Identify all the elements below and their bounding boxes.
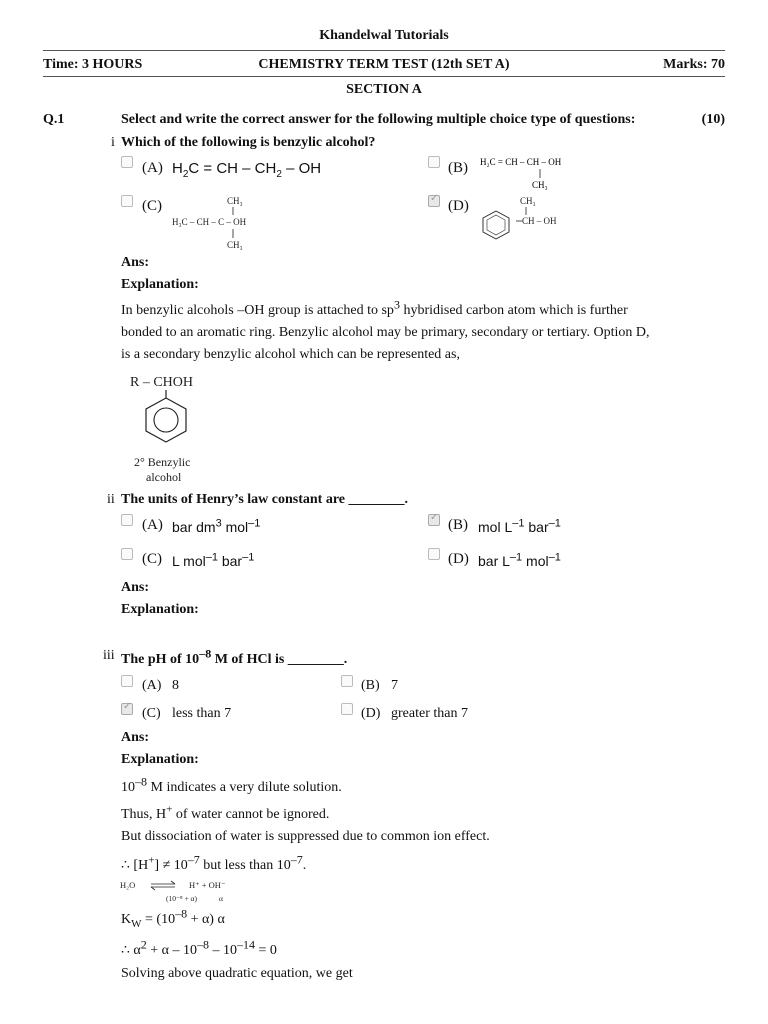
option-d-key: (D): [361, 706, 381, 721]
svg-text:H⁺ + OH⁻: H⁺ + OH⁻: [189, 880, 226, 890]
answer-label: Ans:: [121, 255, 150, 270]
option-c-key: (C): [142, 706, 161, 721]
option-c-structure: [170, 194, 270, 252]
option-b-structure: [478, 154, 588, 192]
explanation-line-4: ∴ $[H^+] \ne 10^{-7}$ but less than $10^{-7}$.: [121, 852, 307, 873]
option-c-key: (C): [142, 198, 162, 214]
explanation-text: [121, 297, 721, 366]
option-d-text: greater than 7: [391, 706, 468, 721]
option-b-text: 7: [391, 678, 398, 693]
option-c-key: (C): [142, 551, 162, 567]
answer-label: Ans:: [121, 580, 150, 595]
header-rule-top: [43, 50, 725, 51]
option-b-units: mol $L^{-1}$ bar$^{-1}$: [478, 517, 561, 535]
option-c-checkbox[interactable]: [121, 703, 133, 715]
option-a-key: (A): [142, 517, 163, 533]
explanation-line-5: $K_W = (10^{-8} + \alpha)$ α: [121, 906, 225, 930]
sub-question-number: iii: [103, 648, 115, 663]
marks-label: Marks: 70: [663, 57, 725, 72]
time-label: Time: 3 HOURS: [43, 57, 143, 72]
option-d-checkbox[interactable]: [341, 703, 353, 715]
option-b-key: (B): [448, 160, 468, 176]
option-c-text: less than 7: [172, 706, 232, 721]
explanation-line-2: bonded to an aromatic ring. Benzylic alcohol may be primary, secondary or tertiary. Option D,: [121, 325, 650, 340]
explanation-label: Explanation:: [121, 277, 199, 292]
option-a-checkbox[interactable]: [121, 675, 133, 687]
explanation-line-3: But dissociation of water is suppressed due to common ion effect.: [121, 829, 490, 844]
explanation-line-2: Thus, H+ of water cannot be ignored.: [121, 803, 330, 822]
option-a-text: 8: [172, 678, 179, 693]
svg-text:CH₃: CH₃: [227, 240, 243, 250]
figure-caption-line-2: alcohol: [146, 470, 182, 484]
svg-text:CH – OH: CH – OH: [522, 216, 557, 226]
question-instruction: Select and write the correct answer for the following multiple choice type of questions:: [121, 112, 636, 127]
option-d-checkbox[interactable]: [428, 548, 440, 560]
option-a-formula: $H_2C$ = CH – $CH_2$ – OH: [172, 160, 322, 180]
svg-text:CH₃: CH₃: [227, 196, 243, 206]
header-rule-bottom: [43, 76, 725, 77]
explanation-label: Explanation:: [121, 602, 199, 617]
equilibrium-equation: [119, 877, 259, 905]
svg-text:α: α: [219, 894, 223, 903]
sub-question-number: ii: [107, 492, 115, 507]
option-d-key: (D): [448, 198, 469, 214]
answer-label: Ans:: [121, 730, 150, 745]
svg-text:H₂O: H₂O: [120, 880, 136, 890]
svg-text:H₂C = CH – CH – OH: H₂C = CH – CH – OH: [480, 157, 562, 167]
option-b-key: (B): [448, 517, 468, 533]
option-b-key: (B): [361, 678, 380, 693]
svg-text:(10⁻⁸ + α): (10⁻⁸ + α): [166, 894, 197, 903]
option-a-checkbox[interactable]: [121, 156, 133, 168]
institute-name: Khandelwal Tutorials: [319, 28, 449, 43]
option-d-units: bar $L^{-1}$ mol$^{-1}$: [478, 551, 561, 569]
benzylic-alcohol-figure: [124, 368, 224, 488]
explanation-line-6: ∴ $\alpha^2 + \alpha - 10^{-8} - 10^{-14} = 0$: [121, 937, 277, 958]
question-number: Q.1: [43, 112, 65, 127]
svg-text:CH₃: CH₃: [520, 196, 536, 206]
option-d-key: (D): [448, 551, 469, 567]
option-d-checkbox[interactable]: [428, 195, 440, 207]
sub-question-text: The units of Henry’s law constant are ________.: [121, 492, 408, 507]
sub-question-number: i: [111, 135, 115, 150]
question-marks: (10): [701, 112, 725, 127]
option-b-checkbox[interactable]: [428, 156, 440, 168]
explanation-line-3: is a secondary benzylic alcohol which can be represented as,: [121, 347, 460, 362]
section-title: SECTION A: [346, 82, 422, 97]
explanation-line-1: $10^{-8}$ M indicates a very dilute solution.: [121, 774, 342, 795]
option-b-checkbox[interactable]: [428, 514, 440, 526]
sub-question-text: Which of the following is benzylic alcohol?: [121, 135, 376, 150]
option-c-checkbox[interactable]: [121, 548, 133, 560]
option-b-checkbox[interactable]: [341, 675, 353, 687]
sub-question-text: The pH of $10^{-8}$ M of HCl is ________.: [121, 646, 348, 667]
figure-caption-line-1: 2° Benzylic: [134, 455, 191, 469]
option-a-key: (A): [142, 678, 162, 693]
option-a-units: bar $dm^3$ mol$^{-1}$: [172, 517, 261, 535]
explanation-line-1: In benzylic alcohols –OH group is attached to $sp^3$ hybridised carbon atom which is further: [121, 297, 628, 318]
option-d-structure: [478, 193, 578, 245]
option-a-checkbox[interactable]: [121, 514, 133, 526]
svg-text:CH₃: CH₃: [532, 180, 548, 190]
explanation-line-7: Solving above quadratic equation, we get: [121, 966, 353, 981]
option-c-units: L mol$^{-1}$ bar$^{-1}$: [172, 551, 255, 569]
figure-top-label: R – CHOH: [130, 375, 194, 390]
test-title: CHEMISTRY TERM TEST (12th SET A): [258, 57, 510, 72]
svg-text:H₃C – CH – C – OH: H₃C – CH – C – OH: [172, 217, 247, 227]
option-c-checkbox[interactable]: [121, 195, 133, 207]
option-a-key: (A): [142, 160, 163, 176]
explanation-label: Explanation:: [121, 752, 199, 767]
